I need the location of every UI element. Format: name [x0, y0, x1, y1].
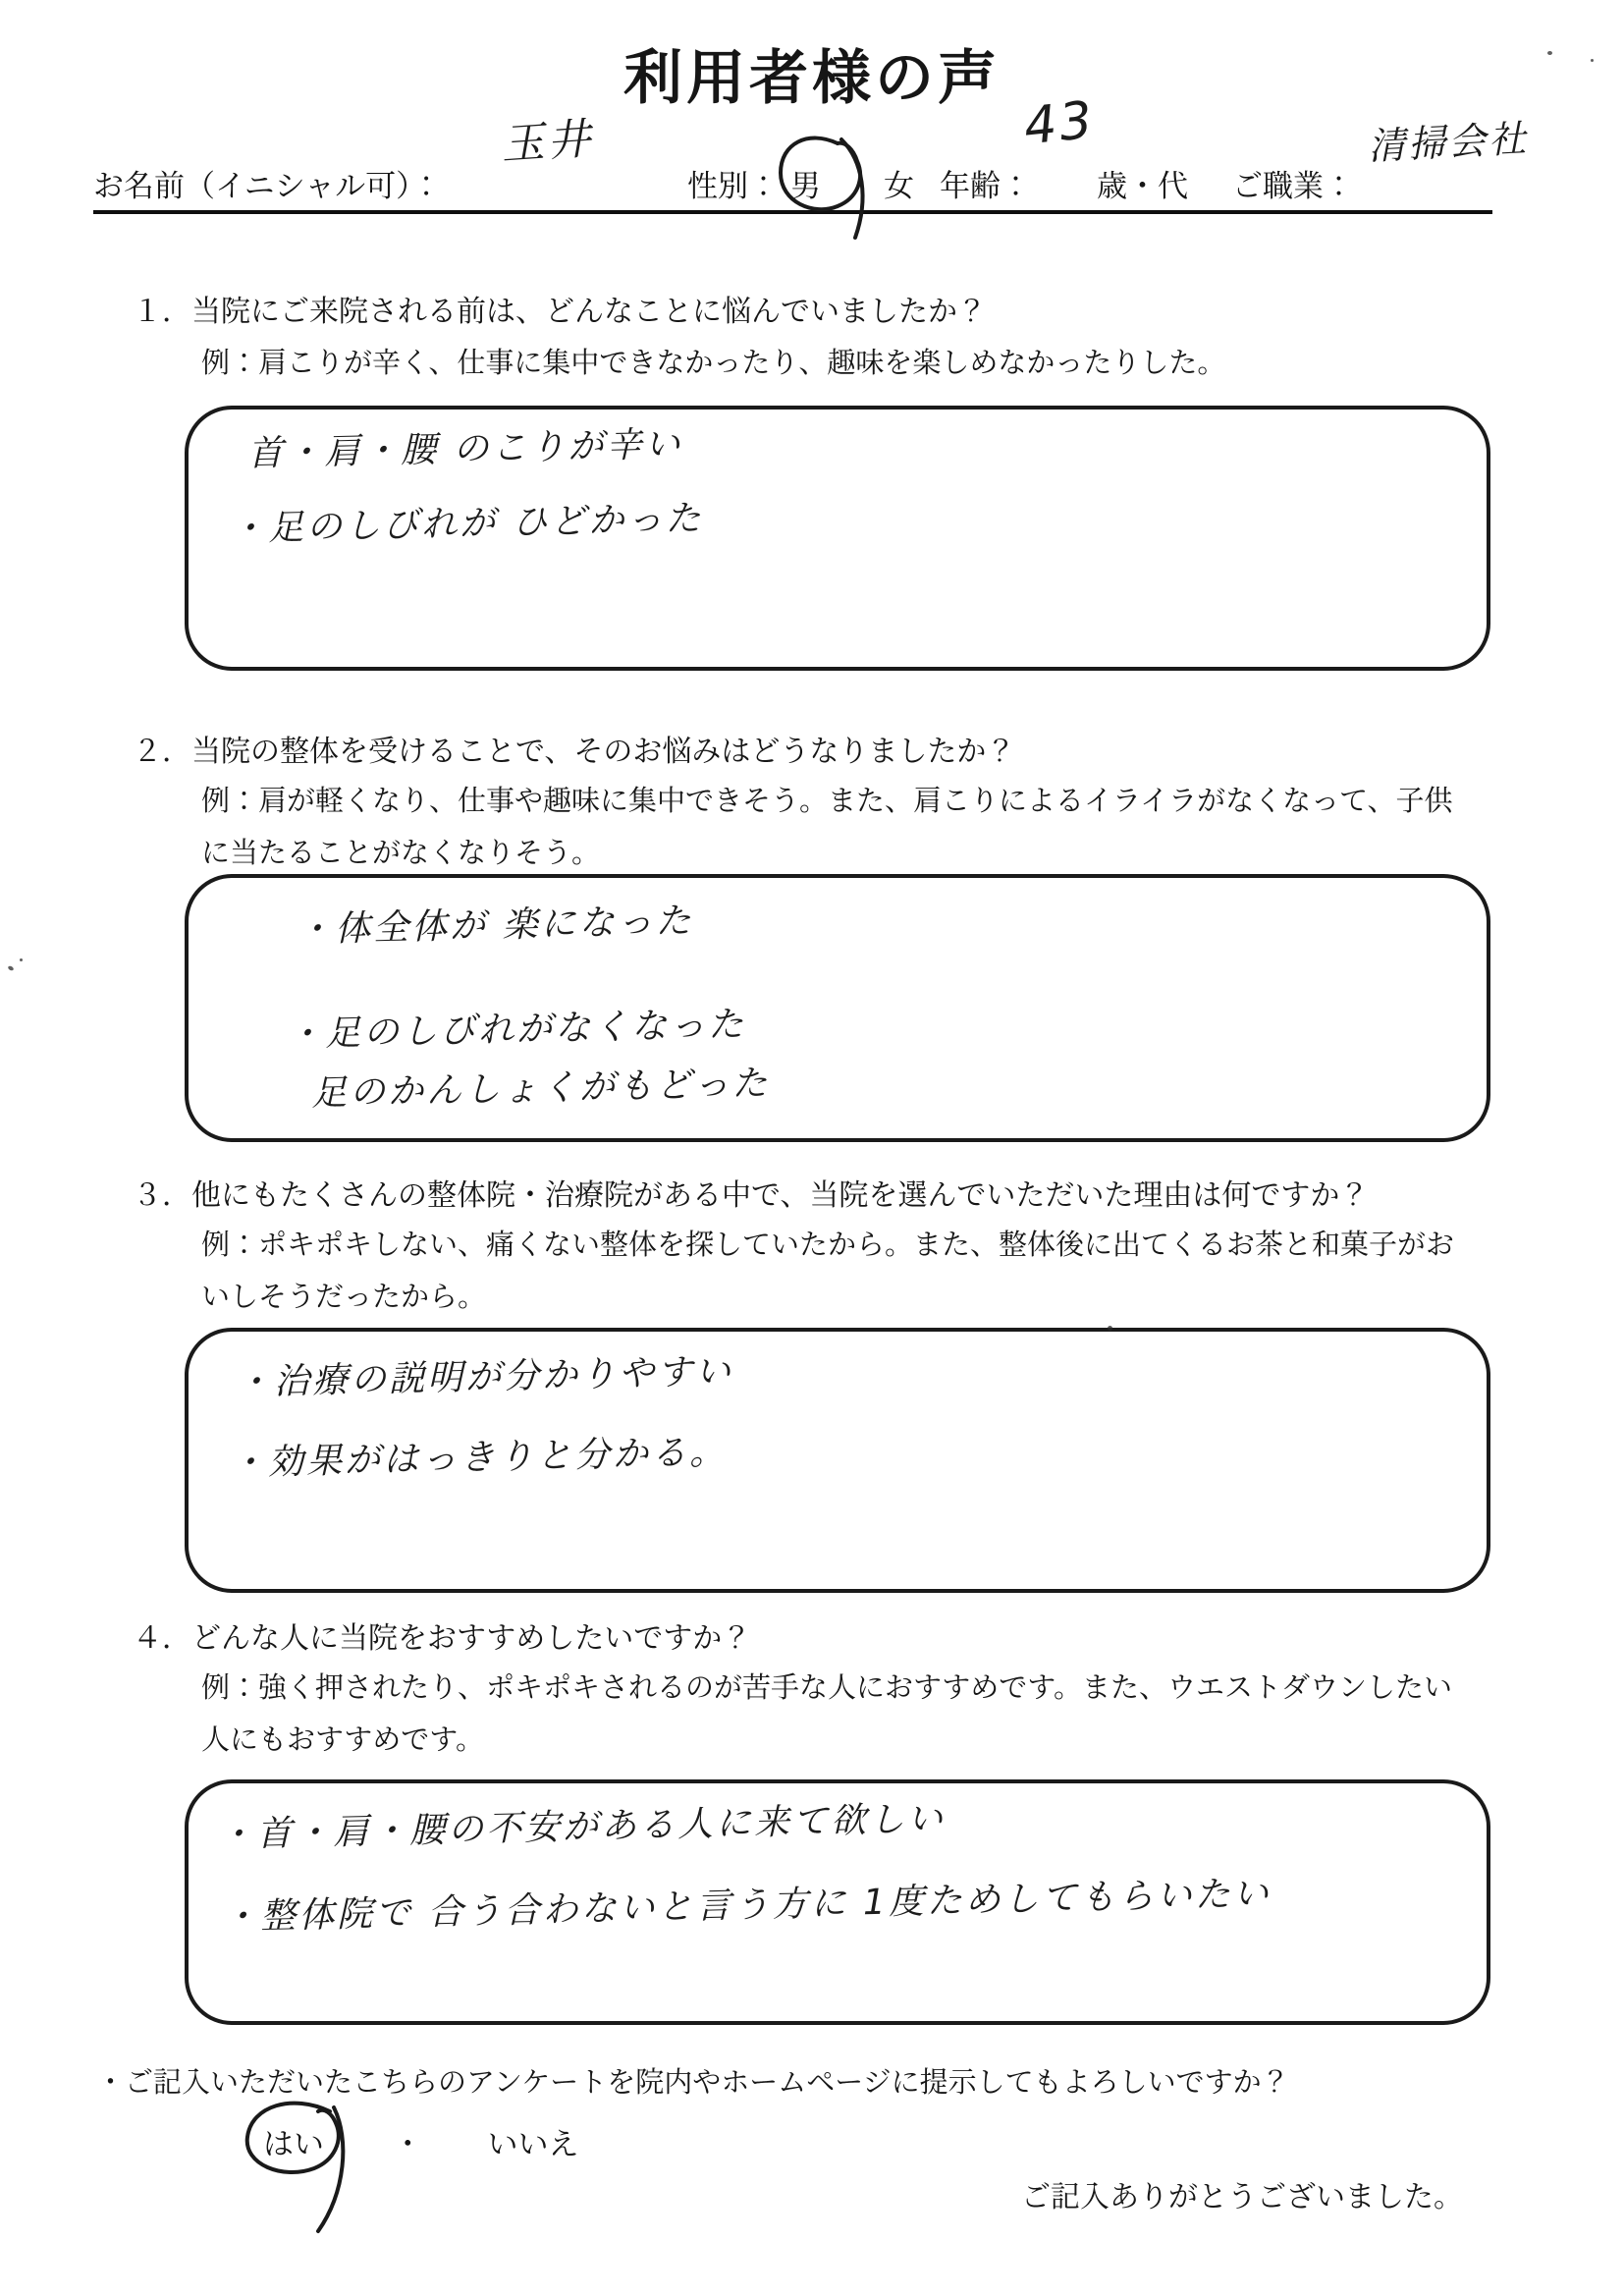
question-3-title [133, 1171, 1369, 1214]
handwritten-answer-line: ・治療の説明が分かりやすい [235, 1351, 734, 1403]
question-4-example-line1: 例：強く押されたり、ポキポキされるのが苦手な人におすすめです。また、ウエストダウンしたい [201, 1672, 1452, 1704]
gender-option-male: 男 [790, 169, 821, 203]
question-2-example-line2: に当たることがなくなりそう。 [201, 838, 601, 869]
question-4-number: ４． [133, 1622, 191, 1655]
handwritten-answer-line: ・整体院で 合う合わないと言う方に 1度ためしてもらいたい [221, 1873, 1272, 1939]
handwritten-answer-line: ・首・肩・腰の不安がある人に来て欲しい [217, 1798, 947, 1856]
respondent-info-bar [93, 90, 1531, 214]
answer-box-1 [185, 406, 1490, 671]
question-3-example-line1: 例：ポキポキしない、痛くない整体を探していたから。また、整体後に出てくるお茶と和菓子がお [201, 1230, 1455, 1261]
question-4-text: どんな人に当院をおすすめしたいですか？ [191, 1622, 752, 1655]
thanks-note: ご記入ありがとうございました。 [1021, 2181, 1463, 2214]
consent-option-separator: ・ [392, 2127, 423, 2161]
occupation-value-handwritten: 清掃会社 [1367, 116, 1531, 169]
handwritten-answer-line: ・足のしびれが ひどかった [229, 498, 704, 550]
handwritten-answer-line: ・足のしびれがなくなった [286, 1004, 747, 1056]
handwritten-answer-line: ・体全体が 楽になった [296, 901, 694, 951]
name-value-handwritten: 玉井 [499, 113, 595, 171]
consent-question: ・ご記入いただいたこちらのアンケートを院内やホームページに提示してもよろしいですか？ [96, 2067, 1290, 2099]
answer-box-2 [185, 874, 1490, 1142]
question-1-text: 当院にご来院される前は、どんなことに悩んでいましたか？ [191, 296, 987, 328]
question-2-number: ２． [133, 736, 191, 768]
answer-box-4 [185, 1779, 1490, 2025]
consent-option-yes: はい [263, 2127, 324, 2161]
scan-noise-dot [20, 958, 23, 961]
age-suffix-label: 歳・代 [1097, 169, 1188, 203]
question-3-text: 他にもたくさんの整体院・治療院がある中で、当院を選んでいただいた理由は何ですか？ [191, 1179, 1370, 1212]
question-2-title [133, 727, 1015, 770]
scan-noise-dot [1108, 1326, 1112, 1331]
page-title: 利用者様の声 [623, 46, 1001, 111]
handwritten-answer-line: 足のかんしょくがもどった [310, 1063, 771, 1115]
age-label: 年齢： [940, 169, 1031, 203]
scan-noise-dot [1547, 51, 1552, 55]
question-2-text: 当院の整体を受けることで、そのお悩みはどうなりましたか？ [191, 736, 1016, 768]
question-3-number: ３． [133, 1179, 191, 1212]
occupation-label: ご職業： [1232, 169, 1354, 203]
consent-option-no: いいえ [487, 2127, 579, 2161]
handwritten-circle-yes [236, 2094, 403, 2241]
scan-noise-dot [1591, 59, 1594, 62]
question-4-example-line2: 人にもおすすめです。 [201, 1724, 484, 1756]
question-2-example-line1: 例：肩が軽くなり、仕事や趣味に集中できそう。また、肩こりによるイライラがなくなって、子供 [201, 786, 1453, 817]
question-1-number: １． [133, 296, 191, 328]
question-1-example: 例：肩こりが辛く、仕事に集中できなかったり、趣味を楽しめなかったりした。 [201, 348, 1226, 379]
consent-options-row [263, 2119, 579, 2163]
gender-label: 性別： [687, 169, 779, 203]
handwritten-answer-line: ・効果がはっきりと分かる。 [229, 1432, 729, 1484]
handwritten-answer-line: 首・肩・腰 のこりが辛い [246, 423, 683, 475]
question-4-title [133, 1613, 751, 1657]
scan-noise-dot [7, 965, 14, 971]
name-label: お名前（イニシャル可）： [93, 169, 442, 203]
gender-option-female: 女 [884, 169, 914, 203]
answer-box-3 [185, 1328, 1490, 1593]
handwritten-circle-male [769, 128, 887, 255]
question-1-title [133, 287, 987, 330]
question-3-example-line2: いしそうだったから。 [201, 1282, 487, 1313]
age-value-handwritten: 43 [1021, 90, 1099, 157]
